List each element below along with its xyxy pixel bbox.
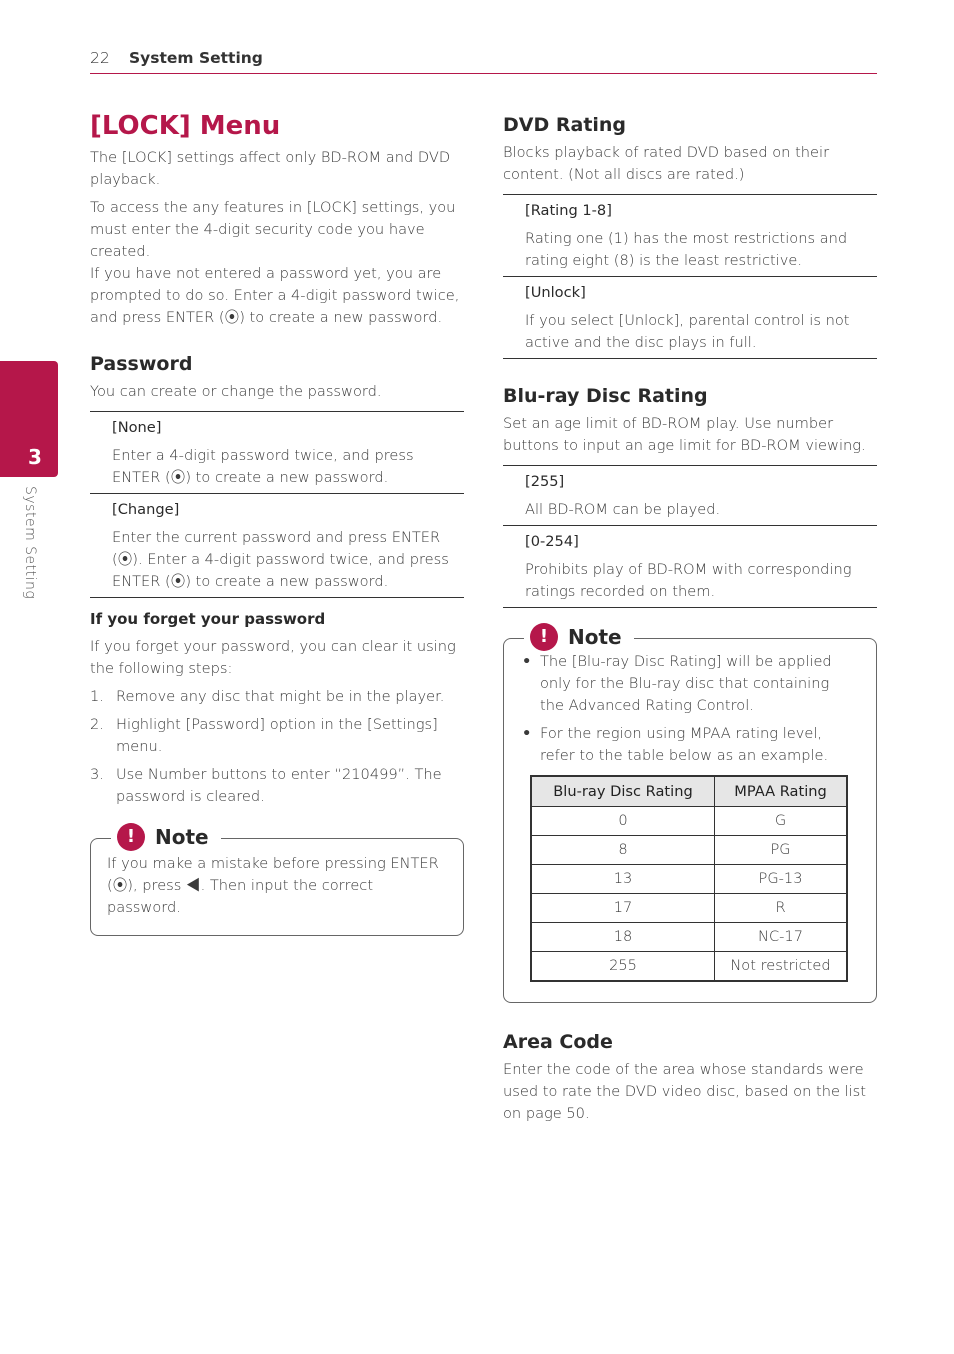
password-option-none [90,411,464,493]
table-row [531,807,847,836]
note-text: If you make a mistake before pressing ENTER (⦿), press ◀. Then input the correct password. [107,855,439,916]
lock-intro-3: If you have not entered a password yet, you are prompted to do so. Enter a 4-digit password twice, and press ENTER (⦿) to create a new password. [90,265,460,326]
bluray-rating-desc: Set an age limit of BD-ROM play. Use number buttons to input an age limit for BD-ROM viewing. [503,415,866,454]
table-cell: PG [715,836,847,865]
option-desc: Prohibits play of BD-ROM with corresponding ratings recorded on them. [525,561,852,600]
bluray-rating-options [503,465,877,608]
table-header-row [531,776,847,807]
table-row [531,923,847,952]
area-code-heading: Area Code [503,1031,613,1053]
note-bullets [520,651,850,767]
password-desc: You can create or change the password. [90,383,382,400]
bluray-option-255 [503,465,877,525]
table-header-mpaa: MPAA Rating [715,776,847,807]
note-title: Note [568,625,622,649]
step-number: 1. [90,688,104,705]
right-column [503,110,877,1125]
table-cell: R [715,894,847,923]
password-heading: Password [90,353,193,375]
step-text: Highlight [Password] option in the [Settings] menu. [116,716,438,755]
table-row [531,952,847,982]
list-item: • The [Blu-ray Disc Rating] will be applied only for the Blu-ray disc that containing the Advanced Rating Control. [520,651,850,717]
table-header-bluray: Blu-ray Disc Rating [531,776,715,807]
step-number: 3. [90,766,104,783]
table-cell: G [715,807,847,836]
list-item [90,686,464,708]
table-cell: NC-17 [715,923,847,952]
step-text: Use Number buttons to enter “210499”. The password is cleared. [116,766,442,805]
table-cell: 0 [531,807,715,836]
rating-table [530,775,848,982]
option-term: [Unlock] [525,284,586,301]
list-item [90,764,464,808]
table-cell: 8 [531,836,715,865]
exclamation-icon: ! [530,623,558,651]
option-term: [Change] [112,501,180,518]
left-column [90,110,464,936]
table-cell: Not restricted [715,952,847,982]
section-title: System Setting [129,49,263,67]
lock-intro-2: To access the any features in [LOCK] settings, you must enter the 4-digit security code you have created. [90,199,456,260]
note-box [503,625,877,1003]
table-row [531,836,847,865]
option-desc: All BD-ROM can be played. [525,501,721,518]
chapter-label: System Setting [22,486,38,600]
reset-steps [90,686,464,808]
option-term: [0-254] [525,533,579,550]
chapter-number: 3 [28,445,42,469]
table-cell: PG-13 [715,865,847,894]
password-option-change [90,493,464,598]
list-item [90,714,464,758]
option-desc: Enter the current password and press ENTER (⦿). Enter a 4-digit password twice, and press ENTER (⦿) to create a new password. [112,529,449,590]
dvd-option-unlock [503,276,877,359]
area-code-desc: Enter the code of the area whose standards were used to rate the DVD video disc, based on the list on page 50. [503,1061,866,1122]
option-desc: Rating one (1) has the most restrictions and rating eight (8) is the least restrictive. [525,230,848,269]
table-cell: 255 [531,952,715,982]
lock-intro-1: The [LOCK] settings affect only BD-ROM and DVD playback. [90,149,451,188]
note-header [111,823,221,851]
table-cell: 18 [531,923,715,952]
forget-password-desc: If you forget your password, you can clear it using the following steps: [90,638,456,677]
exclamation-icon: ! [117,823,145,851]
dvd-rating-options [503,194,877,359]
note-header [524,623,634,651]
step-text: Remove any disc that might be in the player. [116,688,445,705]
forget-password-heading: If you forget your password [90,610,326,628]
option-desc: If you select [Unlock], parental control is not active and the disc plays in full. [525,312,850,351]
option-term: [255] [525,473,565,490]
table-row [531,894,847,923]
page-number: 22 [90,49,110,67]
table-cell: 17 [531,894,715,923]
note-box [90,825,464,936]
dvd-option-rating [503,194,877,276]
step-number: 2. [90,716,104,733]
bluray-rating-heading: Blu-ray Disc Rating [503,385,708,407]
option-term: [Rating 1-8] [525,202,612,219]
list-item: • For the region using MPAA rating level, refer to the table below as an example. [520,723,850,767]
dvd-rating-heading: DVD Rating [503,114,627,136]
table-row [531,865,847,894]
table-cell: 13 [531,865,715,894]
dvd-rating-desc: Blocks playback of rated DVD based on their content. (Not all discs are rated.) [503,144,830,183]
option-term: [None] [112,419,162,436]
bluray-option-0-254 [503,525,877,608]
lock-menu-title: [LOCK] Menu [90,111,281,141]
password-options [90,411,464,598]
option-desc: Enter a 4-digit password twice, and press ENTER (⦿) to create a new password. [112,447,414,486]
note-title: Note [155,825,209,849]
header-divider [90,73,877,74]
